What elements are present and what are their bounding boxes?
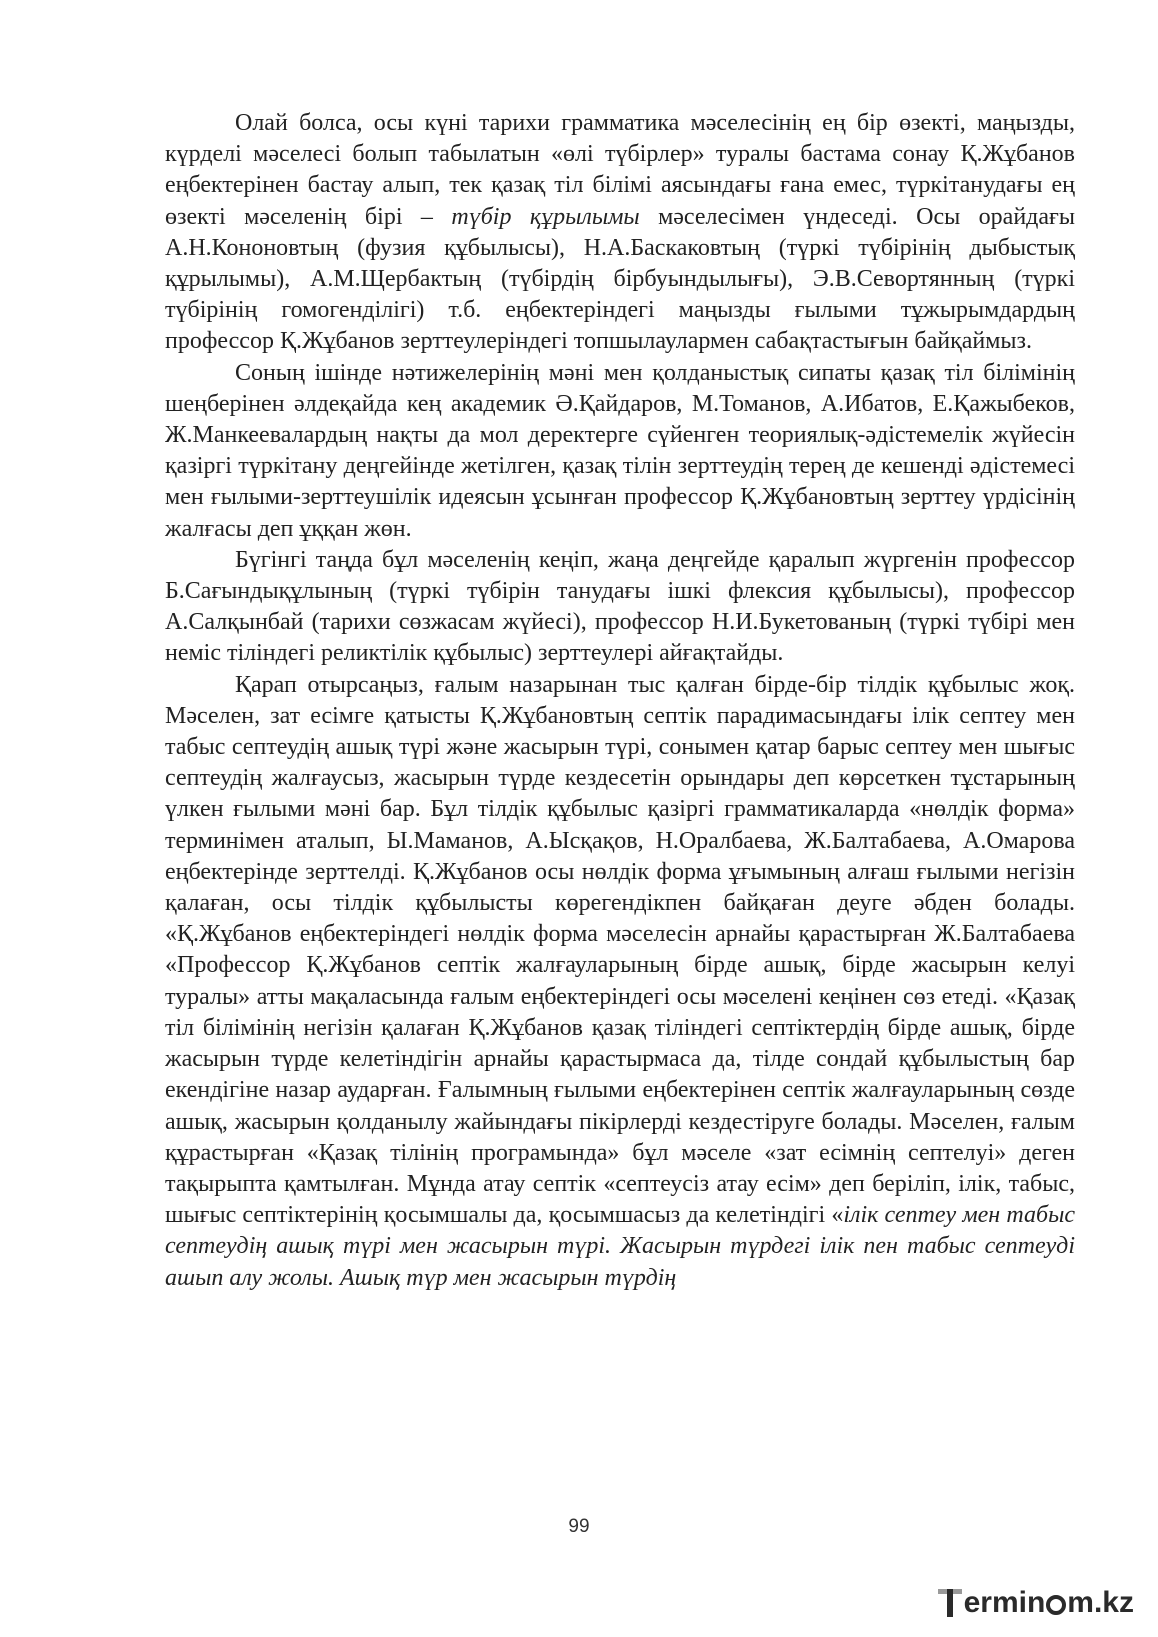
- text-run-italic: ілік септеу мен табыс септеудің ашық түрі мен жасырын түрі. Жасырын түрдегі ілік пен табыс септеуді ашып алу жолы. Ашық түр мен жасырын түрдің: [165, 1202, 1075, 1291]
- document-body: [165, 108, 1075, 1294]
- logo-text-part2: m.kz: [1067, 1586, 1134, 1619]
- text-run-italic: түбір құрылымы: [451, 203, 640, 230]
- paragraph-2: [165, 358, 1075, 545]
- page-number: 99: [568, 1516, 590, 1537]
- paragraph-1: [165, 108, 1075, 358]
- logo-text-part1: ermin: [963, 1586, 1046, 1619]
- text-run: Бүгінгі таңда бұл мәселенің кеңіп, жаңа деңгейде қаралып жүргенін профессор Б.Сағындықұлының (түркі түбірін танудағы ішкі флексия құбылысы), профессор А.Салқынбай (тарихи сөзжасам жүйесі), профессор Н.И.Букетованың (түркі түбірі мен неміс тіліндегі реликтілік құбылыс) зерттеулері айғақтайды.: [165, 546, 1075, 667]
- text-run: мәселесімен үндеседі. Осы орайдағы А.Н.Кононовтың (фузия құбылысы), Н.А.Баскаковтың (түркі түбірінің дыбыстық құрылымы), А.М.Щербактың (түбірдің бірбуындылығы), Э.В.Севортянның (түркі түбірінің гомогенділігі) т.б. еңбектеріндегі маңызды ғылыми тұжырымдардың профессор Қ.Жұбанов зерттеулеріндегі топшылаулармен сабақтастығын байқаймыз.: [165, 203, 1075, 355]
- text-run: Олай болса, осы күні тарихи грамматика мәселесінің ең бір өзекті, маңызды, күрделі мәселесі болып табылатын «өлі түбірлер» туралы бастама сонау Қ.Жұбанов еңбектерінен бастау алып, тек қазақ тіл білімі аясындағы ғана емес, түркітанудағы ең өзекті мәселенің бірі –: [165, 110, 1075, 230]
- o-circle-icon: [1046, 1595, 1066, 1615]
- text-run: Қарап отырсаңыз, ғалым назарынан тыс қалған бірде-бір тілдік құбылыс жоқ. Мәселен, зат есімге қатысты Қ.Жұбановтың септік парадимасындағы ілік септеу мен табыс септеудің ашық түрі және жасырын түрі, сонымен қатар барыс септеу мен шығыс септеудің жалғаусыз, жасырын түрде кездесетін орындары деп көрсеткен тұстарының үлкен ғылыми мәні бар. Бұл тілдік құбылыс қазіргі грамматикаларда «нөлдік форма» терминімен аталып, Ы.Маманов, А.Ысқақов, Н.Оралбаева, Ж.Балтабаева, А.Омарова еңбектерінде зерттелді. Қ.Жұбанов осы нөлдік форма ұғымының алғаш ғылыми негізін қалаған, осы тілдік құбылысты көрегендікпен байқаған деуге әбден болады. «Қ.Жұбанов еңбектеріндегі нөлдік форма мәселесін арнайы қарастырған Ж.Балтабаева «Профессор Қ.Жұбанов септік жалғауларының бірде ашық, бірде жасырын келуі туралы» атты мақаласында ғалым еңбектеріндегі осы мәселені кеңінен сөз етеді. «Қазақ тіл білімінің негізін қалаған Қ.Жұбанов қазақ тіліндегі септіктердің бірде ашық, бірде жасырын түрде келетіндігін арнайы қарастырмаса да, тілде сондай құбылыстың бар екендігіне назар аударған. Ғалымның ғылыми еңбектерінен септік жалғауларының сөзде ашық, жасырын қолданылу жайындағы пікірлерді кездестіруге болады. Мәселен, ғалым құрастырған «Қазақ тілінің програмында» бұл мәселе «зат есімнің септелуі» деген тақырыпта қамтылған. Мұнда атау септік «септеусіз атау есім» деп беріліп, ілік, табыс, шығыс септіктерінің қосымшалы да, қосымшасыз да келетіндігі «: [165, 671, 1075, 1229]
- text-run: Соның ішінде нәтижелерінің мәні мен қолданыстық сипаты қазақ тіл білімінің шеңберінен әлдеқайда кең академик Ә.Қайдаров, М.Томанов, А.Ибатов, Е.Қажыбеков, Ж.Манкеевалардың нақты да мол деректерге сүйенген теориялық-әдістемелік жүйесін қазіргі түркітану деңгейінде жетілген, қазақ тілін зерттеудің терең де кешенді әдістемесі мен ғылыми-зерттеушілік идеясын ұсынған профессор Қ.Жұбановтың зерттеу үрдісінің жалғасы деп ұққан жөн.: [165, 359, 1075, 542]
- paragraph-4: [165, 670, 1075, 1294]
- t-letter-icon: [938, 1587, 962, 1619]
- termincom-logo: [938, 1583, 1134, 1623]
- paragraph-3: [165, 545, 1075, 670]
